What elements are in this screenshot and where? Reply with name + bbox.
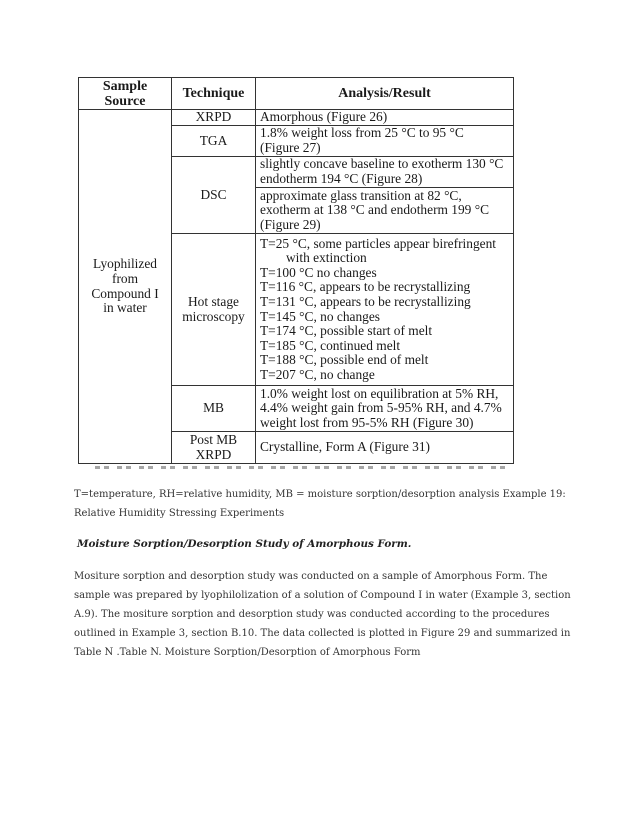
result-xrpd: Amorphous (Figure 26) [256, 110, 514, 126]
results-table [78, 77, 514, 464]
table-header-row [79, 78, 514, 110]
header-technique: Technique [172, 78, 256, 110]
results-table-image [78, 77, 514, 465]
result-dsc-2: approximate glass transition at 82 °C, exotherm at 138 °C and endotherm 199 °C (Figure 29) [256, 188, 514, 234]
result-hot-stage: T=25 °C, some particles appear birefringent with extinction T=100 °C no changes T=116 °C, appears to be recrystallizing T=131 °C, appears to be recrystallizing T=145 °C, no changes T=174 °C, possible start of melt T=185 °C, continued melt T=188 °C, possible end of melt T=207 °C, no change [256, 234, 514, 386]
technique-tga: TGA [172, 126, 256, 157]
body-paragraph: Mositure sorption and desorption study was conducted on a sample of Amorphous Form. The sample was prepared by lyophilolization of a solution of Compound I in water (Example 3, section A.9). The mositure sorption and desorption study was conducted according to the procedures outlined in Example 3, section B.10. The data collected is plotted in Figure 29 and summarized in Table N .Table N. Moisture Sorption/Desorption of Amorphous Form [74, 571, 571, 658]
technique-hot-stage: Hot stage microscopy [172, 234, 256, 386]
technique-xrpd: XRPD [172, 110, 256, 126]
technique-mb: MB [172, 386, 256, 432]
section-heading: Moisture Sorption/Desorption Study of Amorphous Form. [77, 538, 412, 550]
result-tga: 1.8% weight loss from 25 °C to 95 °C (Figure 27) [256, 126, 514, 157]
result-mb: 1.0% weight lost on equilibration at 5% RH, 4.4% weight gain from 5-95% RH, and 4.7% weight lost from 95-5% RH (Figure 30) [256, 386, 514, 432]
result-post-mb: Crystalline, Form A (Figure 31) [256, 432, 514, 464]
header-sample-source: Sample Source [79, 78, 172, 110]
table-row-xrpd [79, 110, 514, 126]
footnote-paragraph: T=temperature, RH=relative humidity, MB = moisture sorption/desorption analysis Example 19: Relative Humidity Stressing Experiments [74, 489, 566, 519]
technique-dsc: DSC [172, 157, 256, 234]
cropped-caption-edge [95, 465, 505, 469]
result-dsc-1: slightly concave baseline to exotherm 130 °C endotherm 194 °C (Figure 28) [256, 157, 514, 188]
technique-post-mb: Post MB XRPD [172, 432, 256, 464]
sample-source-cell: Lyophilized from Compound I in water [79, 110, 172, 464]
header-result: Analysis/Result [256, 78, 514, 110]
